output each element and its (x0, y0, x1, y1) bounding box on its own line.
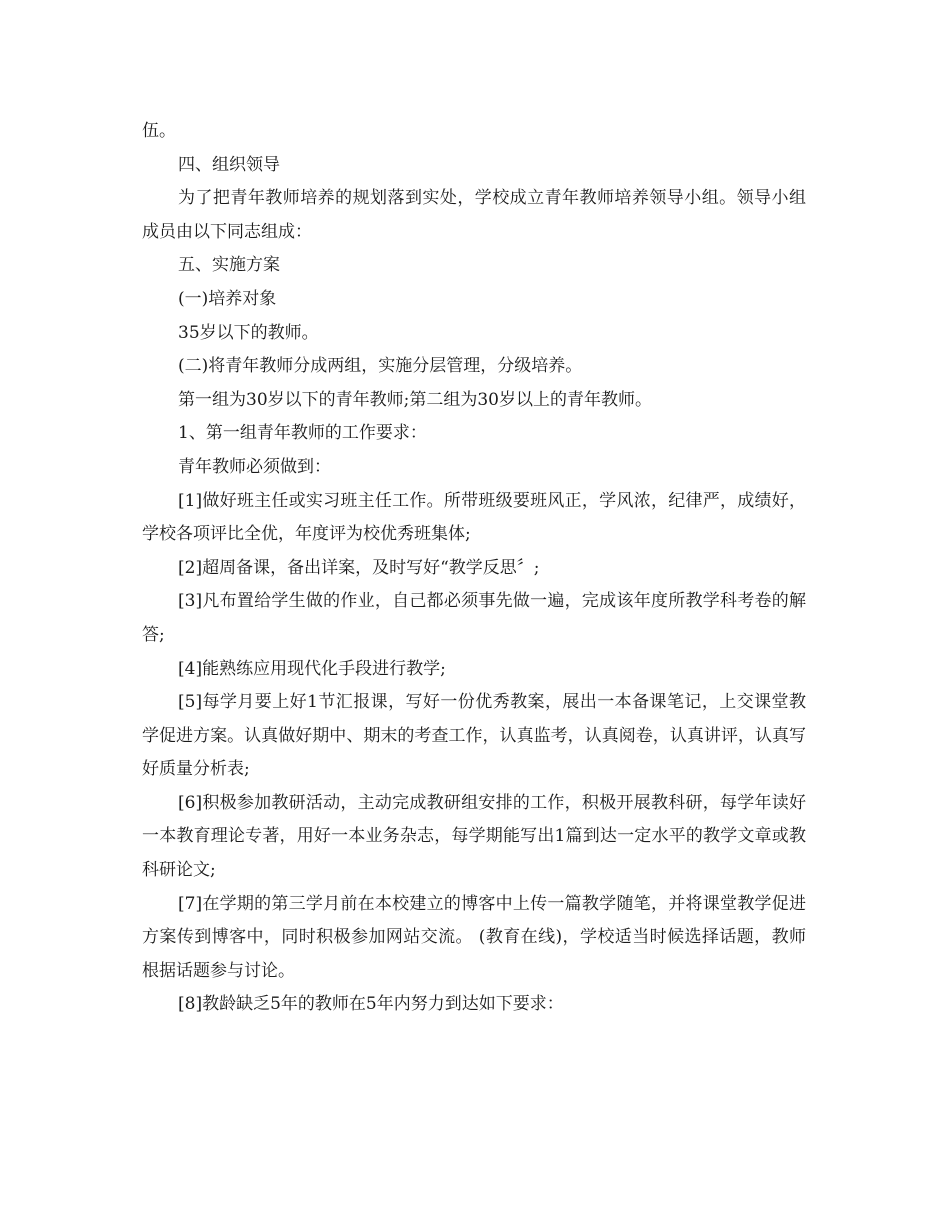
list-item-8: [8]教龄缺乏5年的教师在5年内努力到达如下要求： (178, 994, 564, 1015)
paragraph-6: 35岁以下的教师。 (178, 322, 319, 343)
subheading-grouping: (二)将青年教师分成两组，实施分层管理，分级培养。 (178, 356, 583, 377)
paragraph-8: 第一组为30岁以下的青年教师;第二组为30岁以上的青年教师。 (178, 389, 652, 410)
list-item-3: [3]凡布置给学生做的作业，自己都必须事先做一遍，完成该年度所教学科考卷的解答; (142, 591, 806, 645)
subheading-training-target: (一)培养对象 (178, 288, 277, 309)
paragraph-1: 伍。 (142, 121, 176, 141)
paragraph-3: 为了把青年教师培养的规划落到实处，学校成立青年教师培养领导小组。领导小组成员由以下同志组成： (142, 188, 806, 242)
subheading-group-one-requirements: 1、第一组青年教师的工作要求： (178, 423, 427, 444)
paragraph-10: 青年教师必须做到： (178, 456, 331, 477)
list-item-4: [4]能熟练应用现代化手段进行教学; (178, 658, 446, 679)
section-heading-organization: 四、组织领导 (178, 154, 280, 175)
list-item-6: [6]积极参加教研活动，主动完成教研组安排的工作，积极开展教科研，每学年读好一本教育理论专著，用好一本业务杂志，每学期能写出1篇到达一定水平的教学文章或教科研论文; (142, 792, 806, 881)
list-item-7: [7]在学期的第三学月前在本校建立的博客中上传一篇教学随笔，并将课堂教学促进方案传到博客中，同时积极参加网站交流。 (教育在线)，学校适当时候选择话题，教师根据话题参与讨论。 (142, 893, 806, 981)
list-item-5: [5]每学月要上好1节汇报课，写好一份优秀教案，展出一本备课笔记，上交课堂教学促进方案。认真做好期中、期末的考查工作，认真监考，认真阅卷，认真讲评，认真写好质量分析表; (142, 692, 806, 780)
list-item-2: [2]超周备课，备出详案，及时写好“教学反思〞; (178, 557, 540, 578)
document-body (142, 115, 806, 1022)
list-item-1: [1]做好班主任或实习班主任工作。所带班级要班风正，学风浓，纪律严，成绩好，学校各项评比全优，年度评为校优秀班集体; (142, 490, 806, 545)
section-heading-implementation: 五、实施方案 (178, 255, 280, 276)
